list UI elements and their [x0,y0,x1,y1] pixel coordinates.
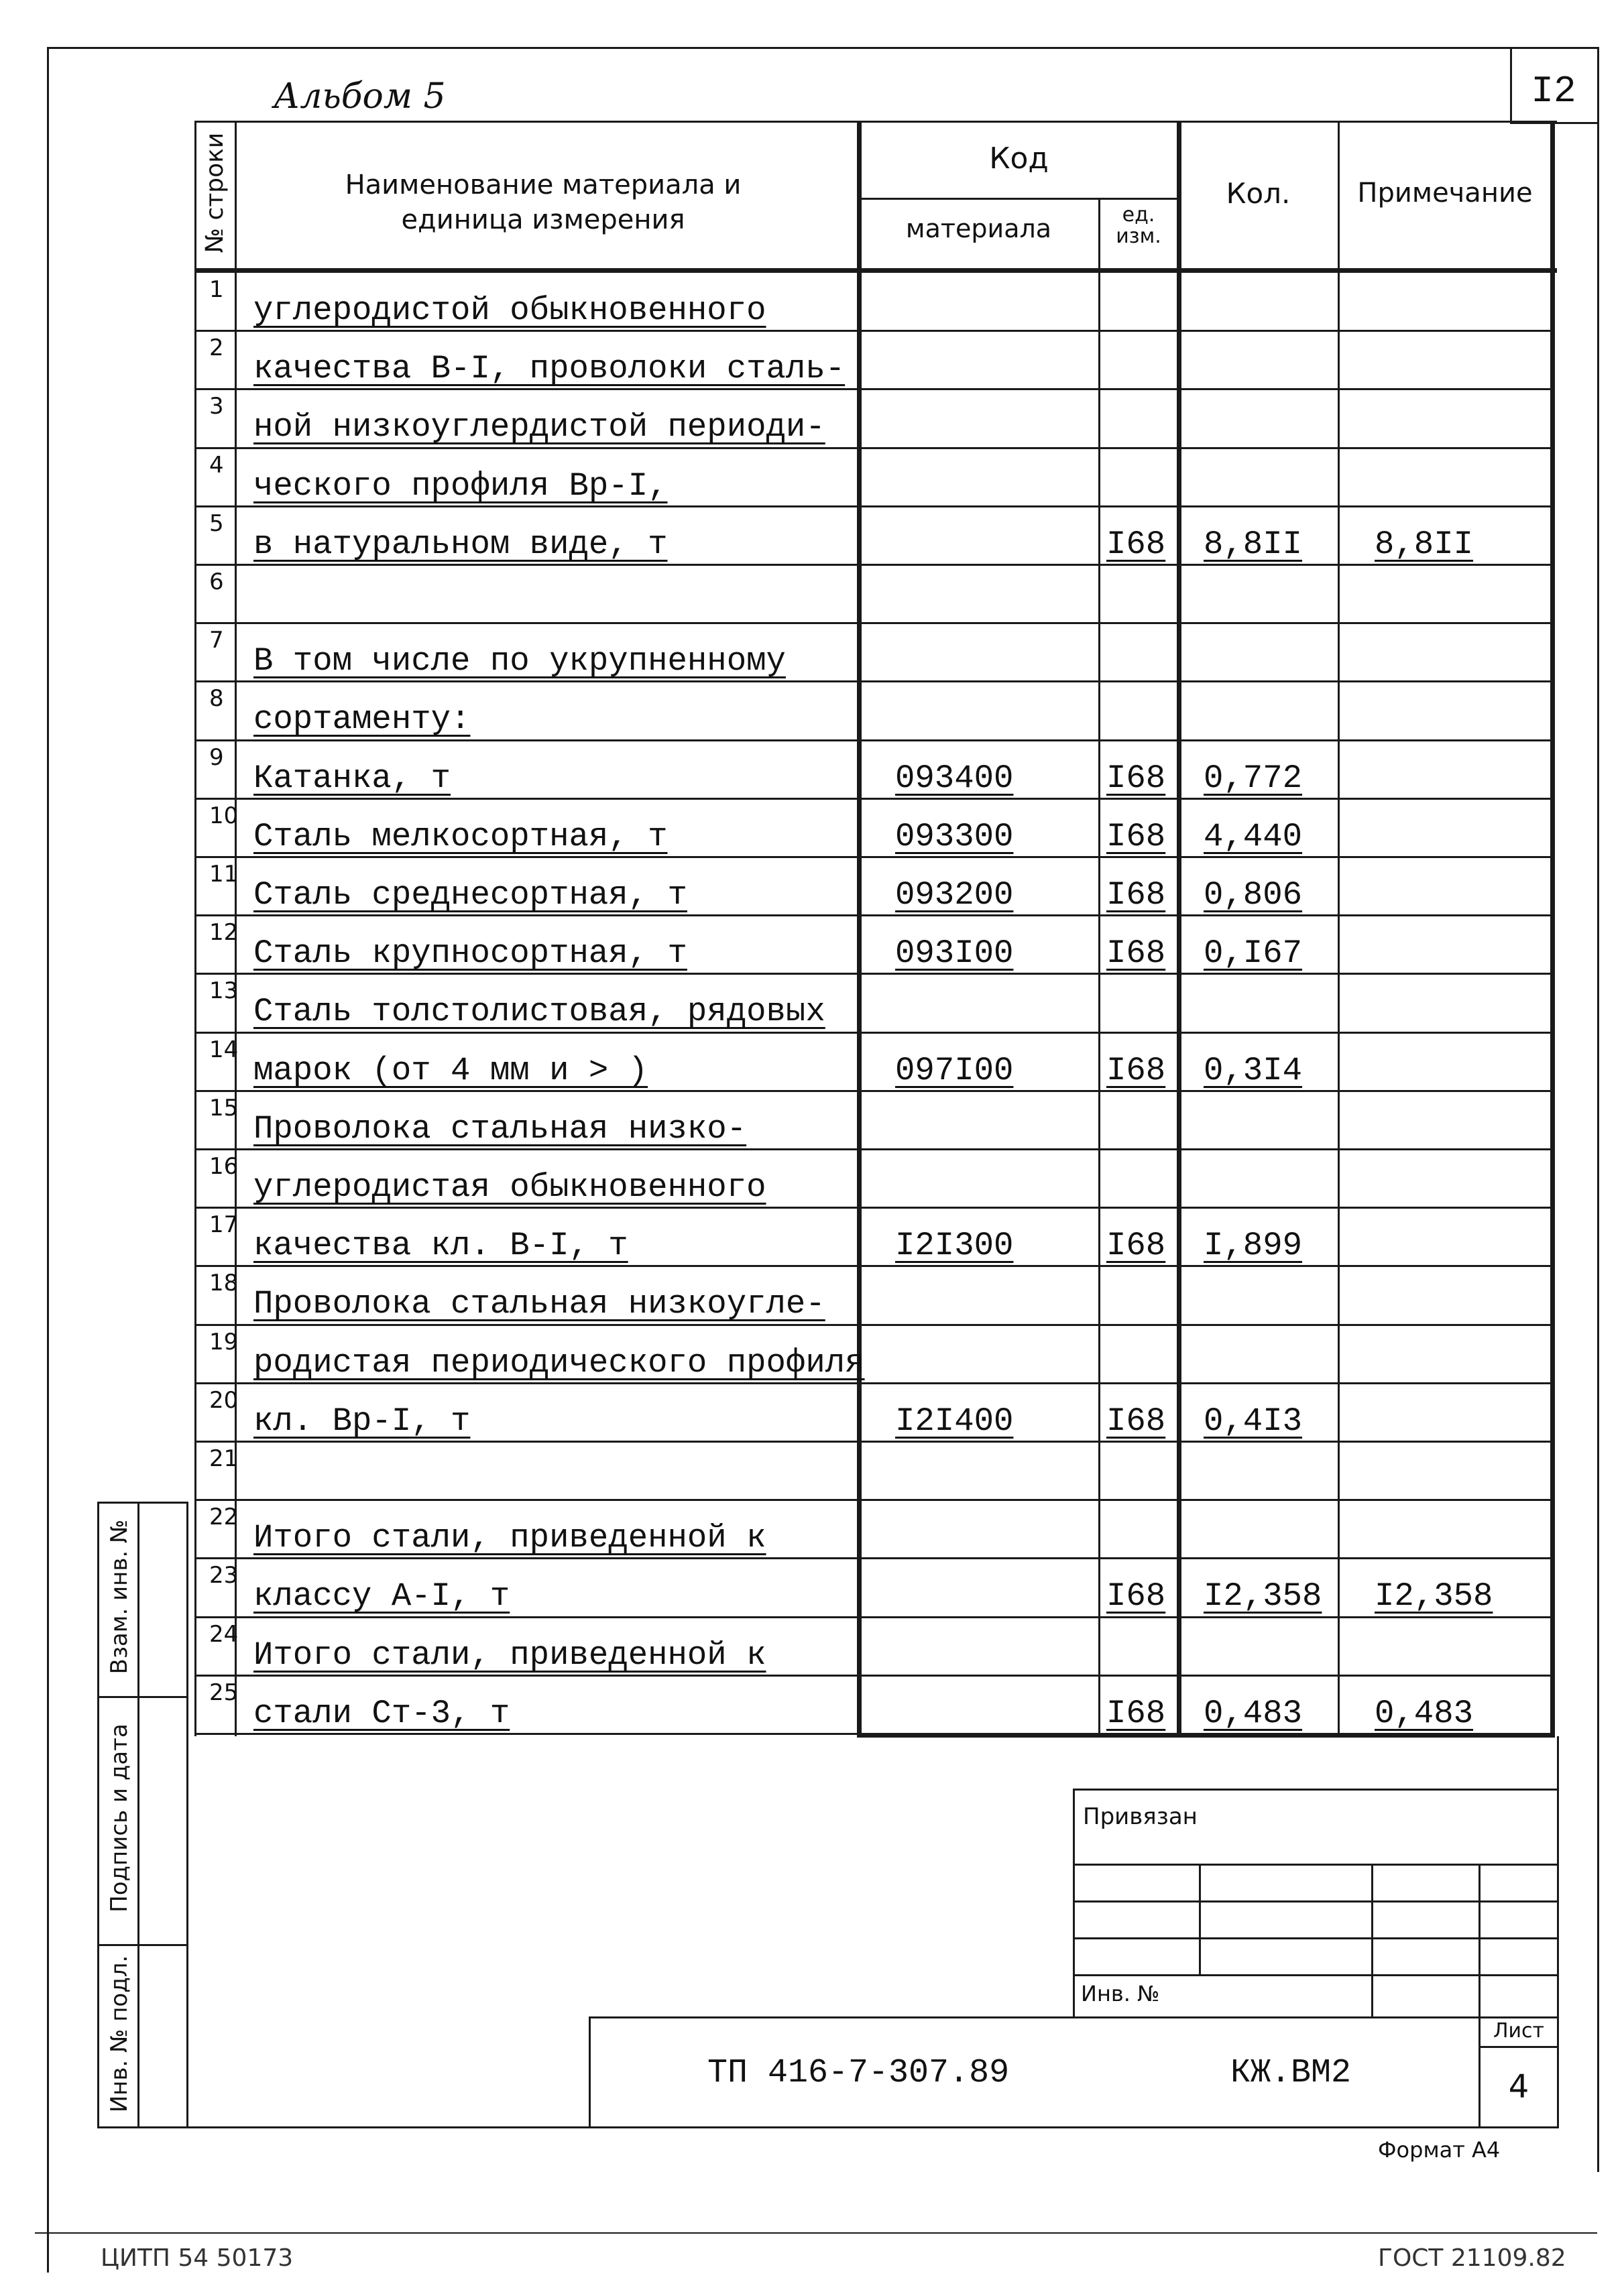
row-name: Проволока стальная низкоугле- [253,1285,825,1323]
row-name: Итого стали, приведенной к [253,1636,766,1674]
row-separator [194,856,1552,858]
row-separator [194,447,1552,449]
doc-block-top [589,2016,1557,2018]
bound-left [1073,1789,1075,2016]
row-unit-code: I68 [1106,1227,1166,1264]
row-unit-code: I68 [1106,760,1166,797]
header-code: Код [989,141,1049,176]
row-name: В том числе по укрупненному [253,642,786,680]
row-material-code: 093200 [895,876,1014,914]
row-unit-code: I68 [1106,818,1166,855]
row-quantity: 0,483 [1204,1695,1303,1732]
row-separator [194,622,1552,624]
row-material-code: 093300 [895,818,1014,855]
row-number: 13 [209,977,239,1004]
header-bottom-line [194,268,1557,273]
row-quantity: 4,440 [1204,818,1303,855]
side-strip-mid [137,1502,139,2126]
bound-grid-1 [1073,1864,1557,1866]
row-unit-code: I68 [1106,526,1166,563]
row-separator [194,1032,1552,1034]
sheet-box-left [1478,2016,1481,2126]
row-number: 3 [209,393,224,420]
row-separator [194,505,1552,507]
row-note: 0,483 [1375,1695,1474,1732]
row-separator [194,1148,1552,1150]
row-quantity: 8,8II [1204,526,1303,563]
row-unit-code: I68 [1106,1695,1166,1732]
row-number: 9 [209,744,224,771]
header-code-material: материала [905,214,1052,243]
row-quantity: 0,4I3 [1204,1402,1303,1440]
row-separator [194,1324,1552,1326]
row-material-code: 097I00 [895,1052,1014,1089]
row-name: Сталь толстолистовая, рядовых [253,993,825,1030]
row-number: 5 [209,510,224,537]
row-quantity: 0,I67 [1204,934,1303,972]
bound-grid-4 [1073,1974,1557,1976]
row-separator [194,388,1552,390]
row-name: марок (от 4 мм и > ) [253,1052,648,1089]
row-separator [194,1557,1552,1559]
row-name: кл. Вр-I, т [253,1402,471,1440]
col-line-table-right [1550,121,1555,1736]
row-quantity: 0,772 [1204,760,1303,797]
side-label-podpis: Подпись и дата [106,1724,133,1913]
row-separator [194,680,1552,682]
row-name: Сталь среднесортная, т [253,876,687,914]
format-label: Формат А4 [1378,2137,1501,2163]
bound-grid-2 [1073,1900,1557,1902]
row-unit-code: I68 [1106,1052,1166,1089]
row-separator [194,1499,1552,1501]
row-quantity: I2,358 [1204,1577,1322,1615]
row-quantity: 0,3I4 [1204,1052,1303,1089]
bound-top [1073,1789,1557,1791]
header-note: Примечание [1357,178,1533,208]
col-line-rowno-left [194,121,196,1736]
row-number: 18 [209,1270,239,1296]
row-separator [194,914,1552,916]
row-unit-code: I68 [1106,1402,1166,1440]
row-name: углеродистая обыкновенного [253,1168,766,1206]
row-number: 16 [209,1153,239,1180]
row-separator [194,1207,1552,1209]
row-number: 15 [209,1095,239,1122]
header-code-unit: ед. изм. [1116,203,1161,248]
col-line-unit-left [1098,198,1100,1736]
row-material-code: 093400 [895,760,1014,797]
frame-left [47,47,49,2273]
row-number: 21 [209,1445,239,1472]
row-number: 12 [209,919,239,946]
row-separator [194,330,1552,332]
footer-left: ЦИТП 54 50173 [101,2244,294,2272]
row-number: 1 [209,276,224,303]
row-separator [194,564,1552,566]
side-strip-bottom [97,2126,188,2128]
row-name: классу А-I, т [253,1577,510,1615]
row-unit-code: I68 [1106,1577,1166,1615]
row-material-code: 093I00 [895,934,1014,972]
sheet-box-div [1478,2046,1557,2048]
row-material-code: I2I300 [895,1227,1014,1264]
row-number: 2 [209,335,224,361]
row-separator [194,973,1552,975]
row-number: 4 [209,452,224,479]
header-qty: Кол. [1226,177,1291,210]
header-row-no: № строки [201,132,229,253]
row-number: 10 [209,802,239,829]
row-separator [194,1265,1552,1267]
side-strip-right [186,1502,188,2126]
row-number: 19 [209,1329,239,1355]
row-material-code: I2I400 [895,1402,1014,1440]
row-unit-code: I68 [1106,934,1166,972]
row-name: сортаменту: [253,701,471,738]
bound-col-3 [1478,1864,1481,2016]
row-name: ческого профиля Вр-I, [253,467,668,505]
doc-mark: КЖ.ВМ2 [1230,2054,1352,2092]
row-note: 8,8II [1375,526,1474,563]
doc-code: ТП 416-7-307.89 [707,2054,1010,2092]
row-quantity: I,899 [1204,1227,1303,1264]
album-label: Альбом 5 [274,76,446,117]
row-number: 6 [209,568,224,595]
row-number: 7 [209,627,224,654]
row-separator [194,1382,1552,1384]
row-name: качества В-I, проволоки сталь- [253,350,846,387]
row-number: 23 [209,1562,239,1589]
doc-block-left [589,2016,591,2126]
row-name: качества кл. В-I, т [253,1227,628,1264]
row-name: ной низкоуглердистой периоди- [253,408,825,446]
top-sheet-number: I2 [1531,70,1576,113]
inv-label: Инв. № [1081,1981,1160,2006]
code-split-line [860,198,1178,200]
row-number: 17 [209,1211,239,1238]
bound-col-1 [1199,1864,1201,1974]
footer-right: ГОСТ 21109.82 [1378,2244,1566,2272]
bound-grid-3 [1073,1937,1557,1939]
frame-bottom [35,2232,1597,2234]
row-separator [194,1616,1552,1618]
row-number: 20 [209,1387,239,1414]
row-name: Катанка, т [253,760,451,797]
side-label-inv-podl: Инв. № подл. [106,1955,133,2113]
bound-label: Привязан [1083,1803,1198,1830]
sheet-label: Лист [1493,2019,1545,2043]
row-quantity: 0,806 [1204,876,1303,914]
row-number: 25 [209,1679,239,1706]
header-name: Наименование материала и единица измерения [345,170,742,235]
row-unit-code: I68 [1106,876,1166,914]
row-separator [194,1733,1552,1735]
col-line-material-left [857,121,862,1736]
row-separator [194,1090,1552,1092]
frame-top [47,47,1597,49]
row-name: в натуральном виде, т [253,526,668,563]
row-number: 8 [209,685,224,712]
row-separator [194,1441,1552,1443]
col-line-qty-left [1177,121,1181,1736]
frame-right [1597,47,1599,2172]
row-name: родистая периодического профиля [253,1344,865,1382]
row-name: Сталь мелкосортная, т [253,818,668,855]
row-separator [194,798,1552,800]
row-number: 22 [209,1504,239,1530]
row-number: 24 [209,1621,239,1648]
row-name: углеродистой обыкновенного [253,292,766,329]
table-top-line [194,121,1557,123]
row-name: Проволока стальная низко- [253,1110,747,1148]
col-line-note-left [1338,121,1340,1736]
row-separator [194,1675,1552,1677]
sheet-number-box-left [1510,47,1512,122]
row-name: Итого стали, приведенной к [253,1519,766,1557]
row-note: I2,358 [1375,1577,1493,1615]
row-name: стали Ст-3, т [253,1695,510,1732]
side-strip-left [97,1502,99,2126]
bound-col-2 [1371,1864,1373,2016]
row-number: 11 [209,861,239,888]
row-separator [194,739,1552,741]
row-name: Сталь крупносортная, т [253,934,687,972]
row-number: 14 [209,1036,239,1063]
stamp-right-line [1557,1736,1559,2128]
side-label-vzam: Взам. инв. № [106,1519,133,1675]
sheet-number: 4 [1508,2068,1529,2106]
stamp-bottom-line [188,2126,1557,2128]
